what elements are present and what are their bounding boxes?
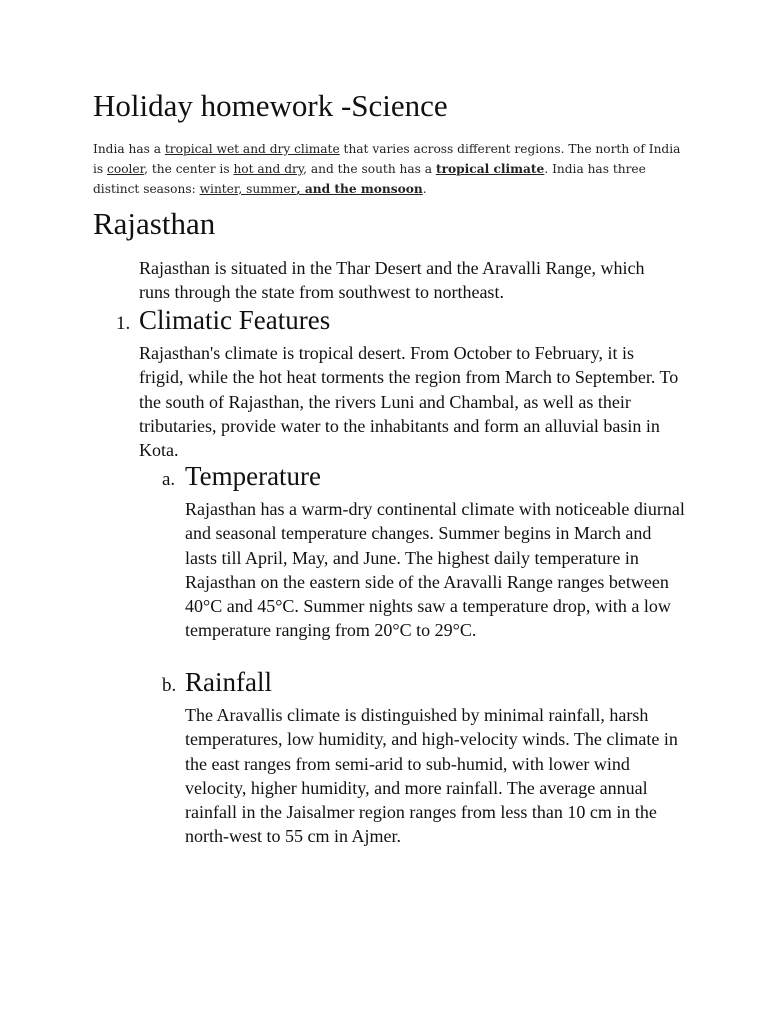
intro-text-3: , the center is: [144, 162, 234, 176]
link-and-the-monsoon-bold: , and the monsoon: [296, 182, 423, 196]
link-tropical-wet-dry-climate[interactable]: tropical wet and dry climate: [164, 142, 340, 156]
rainfall-heading-text: Rainfall: [185, 667, 272, 697]
link-and-the-monsoon[interactable]: [296, 182, 422, 196]
rajasthan-paragraph: Rajasthan is situated in the Thar Desert and the Aravalli Range, which runs through the state from southwest to northeast.: [139, 258, 645, 303]
intro-text-6: .: [422, 182, 427, 196]
rainfall-paragraph: The Aravallis climate is distinguished by minimal rainfall, harsh temperatures, low humidity, and high-velocity winds. The climate in the east ranges from semi-arid to sub-humid, with lower wind velocity, higher humidity, and more rainfall. The average annual rainfall in the Jaisalmer region ranges from less than 10 cm in the north-west to 55 cm in Ajmer.: [185, 705, 678, 847]
intro-text-2: that varies across different regions. The north of India is: [93, 142, 681, 176]
link-hot-and-dry[interactable]: hot and dry: [233, 162, 304, 176]
link-tropical-climate-bold: tropical climate: [435, 162, 545, 176]
climatic-features-heading-text: Climatic Features: [139, 305, 331, 335]
link-winter-summer[interactable]: winter, summer: [199, 182, 297, 196]
intro-text-4: , and the south has a: [303, 162, 436, 176]
temperature-paragraph: Rajasthan has a warm-dry continental climate with noticeable diurnal and seasonal temperature changes. Summer begins in March and lasts till April, May, and June. The highest daily temperature in Rajasthan on the eastern side of the Aravalli Range ranges between 40°C and 45°C. Summer nights saw a temperature drop, with a low temperature ranging from 20°C to 29°C.: [185, 499, 685, 641]
intro-text-1: India has a: [93, 142, 165, 156]
link-tropical-climate[interactable]: [436, 162, 544, 176]
list-marker-b: b.: [162, 675, 177, 696]
climatic-features-heading: [116, 305, 330, 336]
rainfall-heading: [162, 667, 272, 698]
document-title: Holiday homework -Science: [93, 88, 448, 123]
list-marker-a: a.: [162, 469, 176, 490]
section-heading-rajasthan: Rajasthan: [93, 206, 216, 241]
intro-text-5: . India has three distinct seasons:: [93, 162, 646, 196]
list-marker-1: 1.: [116, 313, 131, 334]
temperature-heading: [162, 461, 321, 492]
temperature-heading-text: Temperature: [185, 461, 322, 491]
link-cooler[interactable]: cooler: [107, 162, 145, 176]
climatic-features-paragraph: Rajasthan's climate is tropical desert. From October to February, it is frigid, while the hot heat torments the region from March to September. To the south of Rajasthan, the rivers Luni and Chambal, as well as their tributaries, provide water to the inhabitants and form an alluvial basin in Kota.: [139, 343, 679, 461]
intro-paragraph: [93, 139, 693, 199]
